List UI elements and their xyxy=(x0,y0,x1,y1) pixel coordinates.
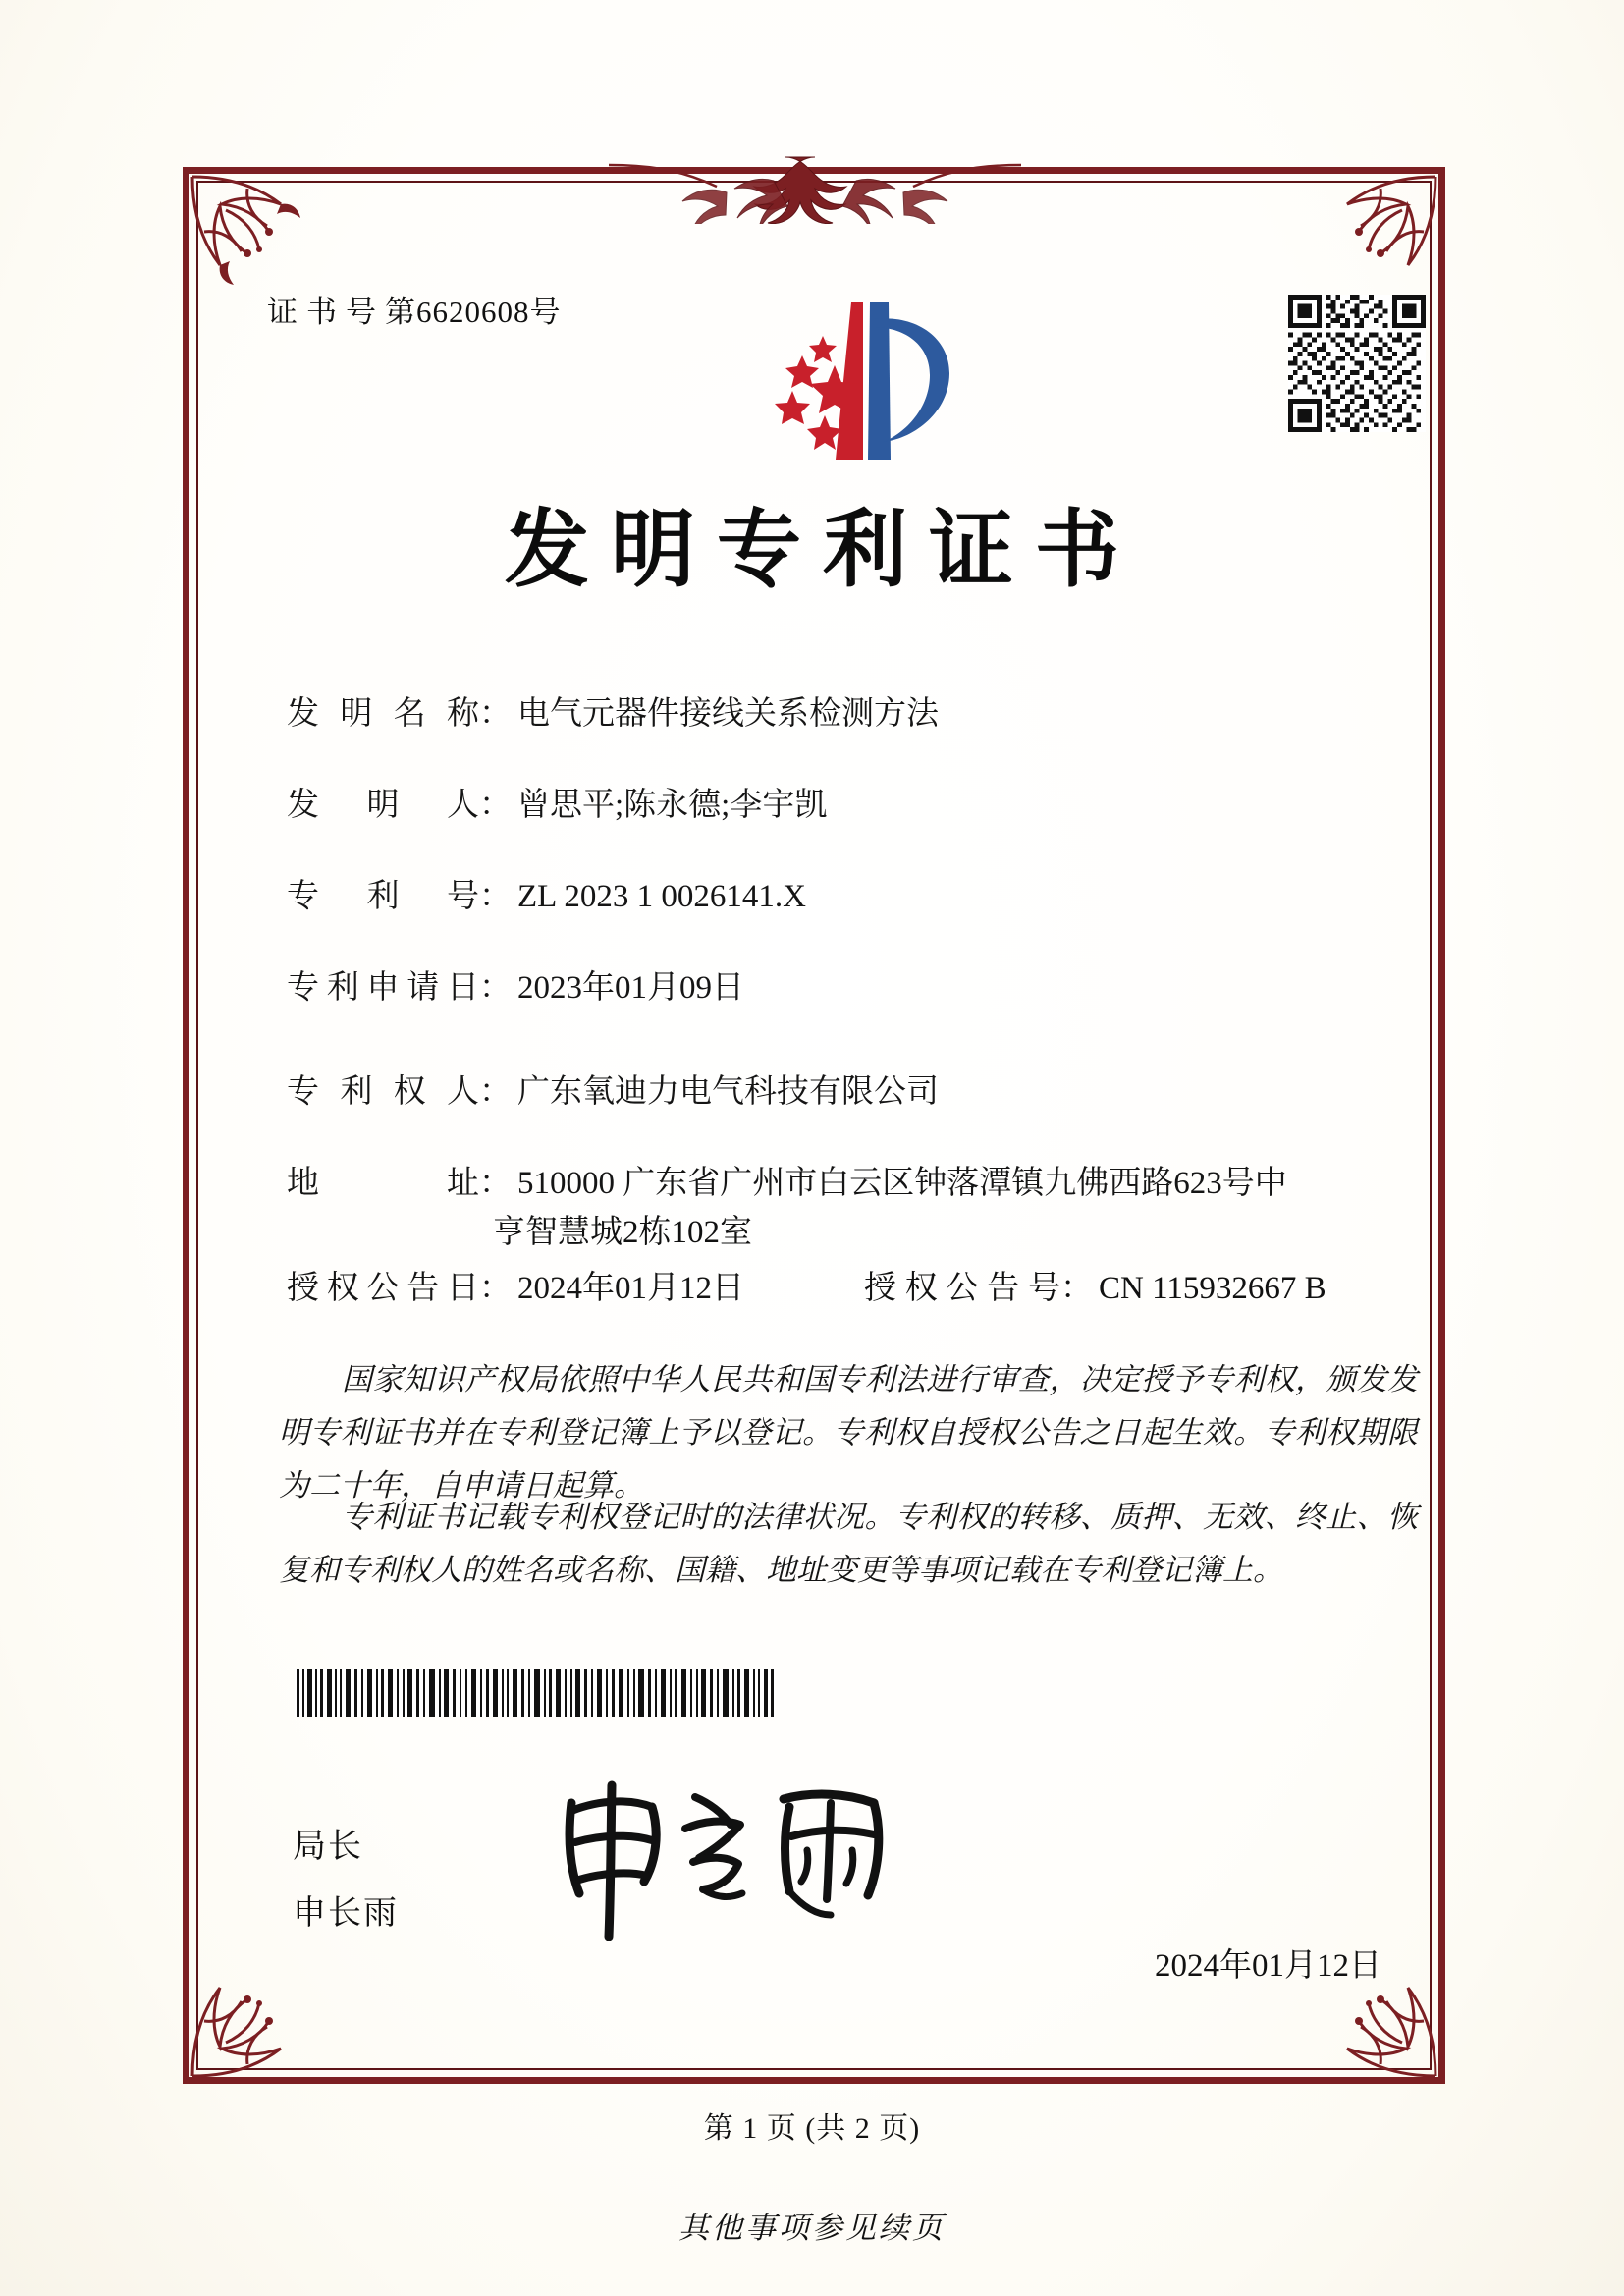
colon: ： xyxy=(479,788,512,823)
field-application-date-label: 专利申请日 xyxy=(287,970,479,1006)
field-patent-number xyxy=(287,870,806,916)
director-title-label: 局长 xyxy=(293,1829,363,1865)
body-paragraph-1: 国家知识产权局依照中华人民共和国专利法进行审查，决定授予专利权，颁发发明专利证书并在专利登记簿上予以登记。专利权自授权公告之日起生效。专利权期限为二十年，自申请日起算。 xyxy=(279,1362,1418,1503)
field-grant-number-value: CN 115932667 B xyxy=(1099,1271,1326,1306)
colon: ： xyxy=(479,696,512,732)
colon: ： xyxy=(479,879,512,914)
certificate-number xyxy=(267,287,562,331)
field-inventor-value: 曾思平;陈永德;李宇凯 xyxy=(517,788,828,823)
cnipa-logo-icon xyxy=(741,295,967,466)
field-patentee xyxy=(287,1066,939,1112)
field-address-value-line2: 亨智慧城2栋102室 xyxy=(493,1215,752,1250)
field-grant-number xyxy=(864,1262,1326,1308)
field-patentee-value: 广东氧迪力电气科技有限公司 xyxy=(517,1074,939,1110)
barcode xyxy=(295,1669,776,1717)
continuation-note: 其他事项参见续页 xyxy=(678,2211,946,2246)
colon: ： xyxy=(479,1074,512,1110)
page-number: 第 1 页 (共 2 页) xyxy=(703,2112,921,2145)
field-grant-date xyxy=(287,1262,744,1308)
body-paragraph-2: 专利证书记载专利权登记时的法律状况。专利权的转移、质押、无效、终止、恢复和专利权人的姓名或名称、国籍、地址变更等事项记载在专利登记簿上。 xyxy=(279,1500,1418,1588)
page-title: 发明专利证书 xyxy=(505,500,1141,599)
colon: ： xyxy=(479,1271,512,1306)
colon: ： xyxy=(479,970,512,1006)
field-application-date-value: 2023年01月09日 xyxy=(517,970,744,1006)
field-application-date xyxy=(287,961,744,1008)
field-address-value-line1: 510000 广东省广州市白云区钟落潭镇九佛西路623号中 xyxy=(517,1166,1287,1201)
field-invention-name-value: 电气元器件接线关系检测方法 xyxy=(517,696,939,732)
field-grant-number-label: 授权公告号 xyxy=(864,1271,1060,1306)
top-ornament-decoration xyxy=(609,147,1021,224)
director-name-label: 申长雨 xyxy=(293,1895,399,1932)
issue-date: 2024年01月12日 xyxy=(1155,1948,1381,1984)
certificate-number-label: 证书号 xyxy=(267,295,385,329)
field-patent-number-label: 专利号 xyxy=(287,879,479,914)
colon: ： xyxy=(1060,1271,1093,1306)
field-invention-name-label: 发明名称 xyxy=(287,696,479,732)
field-patentee-label: 专利权人 xyxy=(287,1074,479,1110)
field-inventor-label: 发明人 xyxy=(287,788,479,823)
field-address-label: 地址 xyxy=(287,1166,479,1201)
certificate-number-value: 第6620608号 xyxy=(385,295,562,329)
colon: ： xyxy=(479,1166,512,1201)
field-grant-date-value: 2024年01月12日 xyxy=(517,1271,744,1306)
field-invention-name xyxy=(287,687,939,734)
director-handwritten-signature xyxy=(550,1777,903,1944)
field-grant-date-label: 授权公告日 xyxy=(287,1271,479,1306)
field-address xyxy=(287,1157,1287,1203)
qr-code xyxy=(1288,295,1426,432)
field-inventor xyxy=(287,779,827,825)
field-patent-number-value: ZL 2023 1 0026141.X xyxy=(517,879,806,914)
